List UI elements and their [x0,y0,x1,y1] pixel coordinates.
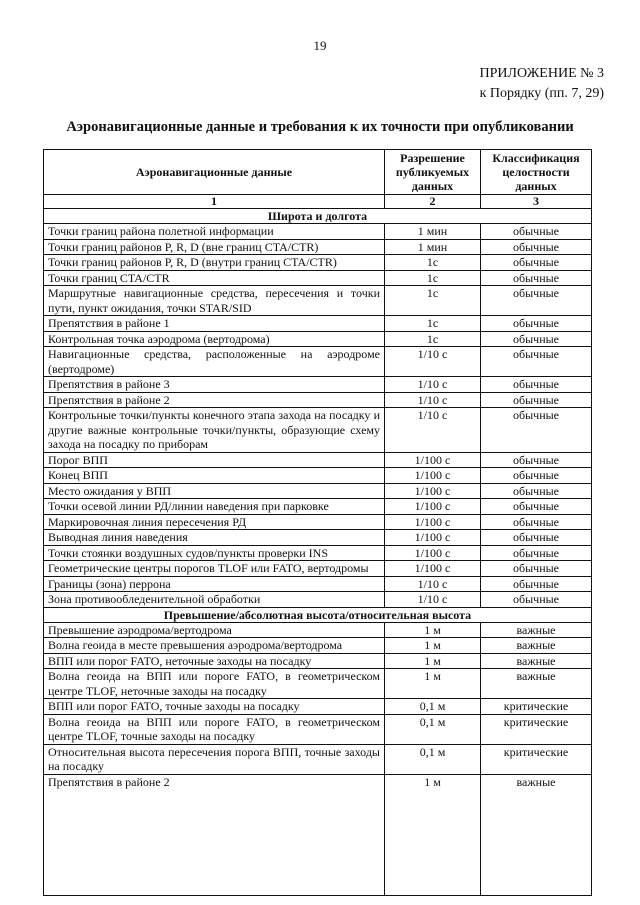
table-row [44,347,592,377]
cell-resolution: 1/100 с [385,452,481,468]
table-row [44,255,592,271]
cell-data-name: Точки стоянки воздушных судов/пункты проверки INS [44,545,385,561]
cell-data-name: Контрольные точки/пункты конечного этапа захода на посадку и другие важные контрольные точки/пункты, образующие схему захода на посадку по приборам [44,408,385,453]
cell-integrity: обычные [481,483,592,499]
cell-integrity: важные [481,653,592,669]
table-row [44,622,592,638]
cell-resolution: 1 м [385,638,481,654]
cell-resolution: 1 м [385,774,481,895]
cell-resolution: 1с [385,270,481,286]
cell-integrity: важные [481,622,592,638]
cell-integrity: критические [481,744,592,774]
cell-integrity: обычные [481,499,592,515]
cell-data-name: Волна геоида в месте превышения аэродрома/вертодрома [44,638,385,654]
section-heading-row [44,607,592,622]
table-row [44,224,592,240]
cell-data-name: Препятствия в районе 3 [44,377,385,393]
cell-integrity: обычные [481,592,592,608]
cell-resolution: 1с [385,286,481,316]
cell-resolution: 1 м [385,622,481,638]
appendix-title: ПРИЛОЖЕНИЕ № 3 [479,66,604,81]
cell-resolution: 1/10 с [385,377,481,393]
cell-integrity: обычные [481,545,592,561]
cell-integrity: обычные [481,377,592,393]
cell-integrity: обычные [481,224,592,240]
section-heading: Широта и долгота [44,209,592,224]
section-heading: Превышение/абсолютная высота/относительная высота [44,607,592,622]
cell-integrity: обычные [481,331,592,347]
section-heading-row [44,209,592,224]
cell-integrity: обычные [481,530,592,546]
table-row [44,239,592,255]
cell-integrity: обычные [481,239,592,255]
cell-resolution: 1/100 с [385,545,481,561]
cell-integrity: критические [481,699,592,715]
cell-integrity: важные [481,774,592,895]
table-row [44,514,592,530]
cell-data-name: Место ожидания у ВПП [44,483,385,499]
table-row [44,377,592,393]
cell-data-name: Выводная линия наведения [44,530,385,546]
table-row [44,270,592,286]
document-title: Аэронавигационные данные и требования к их точности при опубликовании [66,119,574,135]
table-row [44,408,592,453]
cell-integrity: обычные [481,347,592,377]
cell-data-name: Конец ВПП [44,468,385,484]
appendix-header [480,64,605,104]
cell-data-name: Точки границ районов P, R, D (внутри границ CTA/CTR) [44,255,385,271]
cell-resolution: 1/100 с [385,514,481,530]
cell-data-name: Волна геоида на ВПП или пороге FATO, в геометрическом центре TLOF, точные заходы на посадку [44,714,385,744]
cell-resolution: 1/100 с [385,483,481,499]
cell-data-name: Маршрутные навигационные средства, пересечения и точки пути, пункт ожидания, точки STAR/SID [44,286,385,316]
cell-resolution: 0,1 м [385,744,481,774]
cell-data-name: Препятствия в районе 2 [44,774,385,895]
table-row [44,392,592,408]
table-row [44,468,592,484]
cell-resolution: 1 м [385,653,481,669]
cell-resolution: 1/10 с [385,592,481,608]
cell-resolution: 1/100 с [385,468,481,484]
cell-data-name: Зона противообледенительной обработки [44,592,385,608]
header-resolution: Разрешение публикуемых данных [385,150,481,195]
cell-resolution: 1с [385,331,481,347]
appendix-subtitle: к Порядку (пп. 7, 29) [479,86,604,101]
cell-data-name: Препятствия в районе 2 [44,392,385,408]
cell-resolution: 0,1 м [385,714,481,744]
cell-data-name: Точки границ районов P, R, D (вне границ CTA/CTR) [44,239,385,255]
table-row [44,331,592,347]
cell-integrity: обычные [481,286,592,316]
cell-integrity: обычные [481,255,592,271]
cell-resolution: 0,1 м [385,699,481,715]
cell-resolution: 1/100 с [385,530,481,546]
cell-integrity: обычные [481,561,592,577]
table-header-row [44,150,592,195]
table-row [44,669,592,699]
cell-resolution: 1с [385,255,481,271]
column-number: 2 [385,195,481,209]
column-number: 1 [44,195,385,209]
cell-integrity: обычные [481,514,592,530]
cell-resolution: 1/10 с [385,408,481,453]
cell-data-name: Относительная высота пересечения порога ВПП, точные заходы на посадку [44,744,385,774]
cell-data-name: Волна геоида на ВПП или пороге FATO, в геометрическом центре TLOF, неточные заходы на посадку [44,669,385,699]
table-row [44,744,592,774]
cell-resolution: 1с [385,316,481,332]
cell-resolution: 1/100 с [385,499,481,515]
cell-data-name: Точки осевой линии РД/линии наведения при парковке [44,499,385,515]
cell-data-name: Точки границ района полетной информации [44,224,385,240]
cell-resolution: 1 м [385,669,481,699]
page-number: 19 [313,38,327,53]
section-latlong [44,209,592,608]
cell-data-name: Порог ВПП [44,452,385,468]
cell-data-name: Границы (зона) перрона [44,576,385,592]
cell-integrity: критические [481,714,592,744]
cell-resolution: 1/10 с [385,576,481,592]
table-row [44,592,592,608]
table-row [44,499,592,515]
cell-integrity: обычные [481,576,592,592]
table-row [44,576,592,592]
cell-data-name: Контрольная точка аэродрома (вертодрома) [44,331,385,347]
cell-resolution: 1 мин [385,224,481,240]
cell-resolution: 1/10 с [385,392,481,408]
table-row [44,530,592,546]
table-row [44,653,592,669]
table-row [44,561,592,577]
cell-integrity: обычные [481,270,592,286]
column-number: 3 [481,195,592,209]
cell-data-name: Препятствия в районе 1 [44,316,385,332]
cell-data-name: ВПП или порог FATO, точные заходы на посадку [44,699,385,715]
header-integrity: Классификация целостности данных [481,150,592,195]
cell-resolution: 1/10 с [385,347,481,377]
aeronautical-data-table [43,149,592,896]
cell-data-name: Геометрические центры порогов TLOF или FATO, вертодромы [44,561,385,577]
cell-data-name: Точки границ CTA/CTR [44,270,385,286]
cell-data-name: Превышение аэродрома/вертодрома [44,622,385,638]
cell-integrity: важные [481,669,592,699]
cell-integrity: обычные [481,468,592,484]
cell-integrity: важные [481,638,592,654]
cell-data-name: ВПП или порог FATO, неточные заходы на посадку [44,653,385,669]
table-row [44,638,592,654]
cell-data-name: Маркировочная линия пересечения РД [44,514,385,530]
table-row [44,483,592,499]
table-row [44,286,592,316]
table-row [44,452,592,468]
table-row [44,316,592,332]
cell-integrity: обычные [481,452,592,468]
column-number-row [44,195,592,209]
table-row [44,545,592,561]
section-elevation [44,607,592,895]
table-row [44,714,592,744]
cell-resolution: 1 мин [385,239,481,255]
cell-data-name: Навигационные средства, расположенные на аэродроме (вертодроме) [44,347,385,377]
cell-resolution: 1/100 с [385,561,481,577]
table-row [44,699,592,715]
cell-integrity: обычные [481,316,592,332]
table-row [44,774,592,895]
cell-integrity: обычные [481,408,592,453]
cell-integrity: обычные [481,392,592,408]
header-data: Аэронавигационные данные [44,150,385,195]
